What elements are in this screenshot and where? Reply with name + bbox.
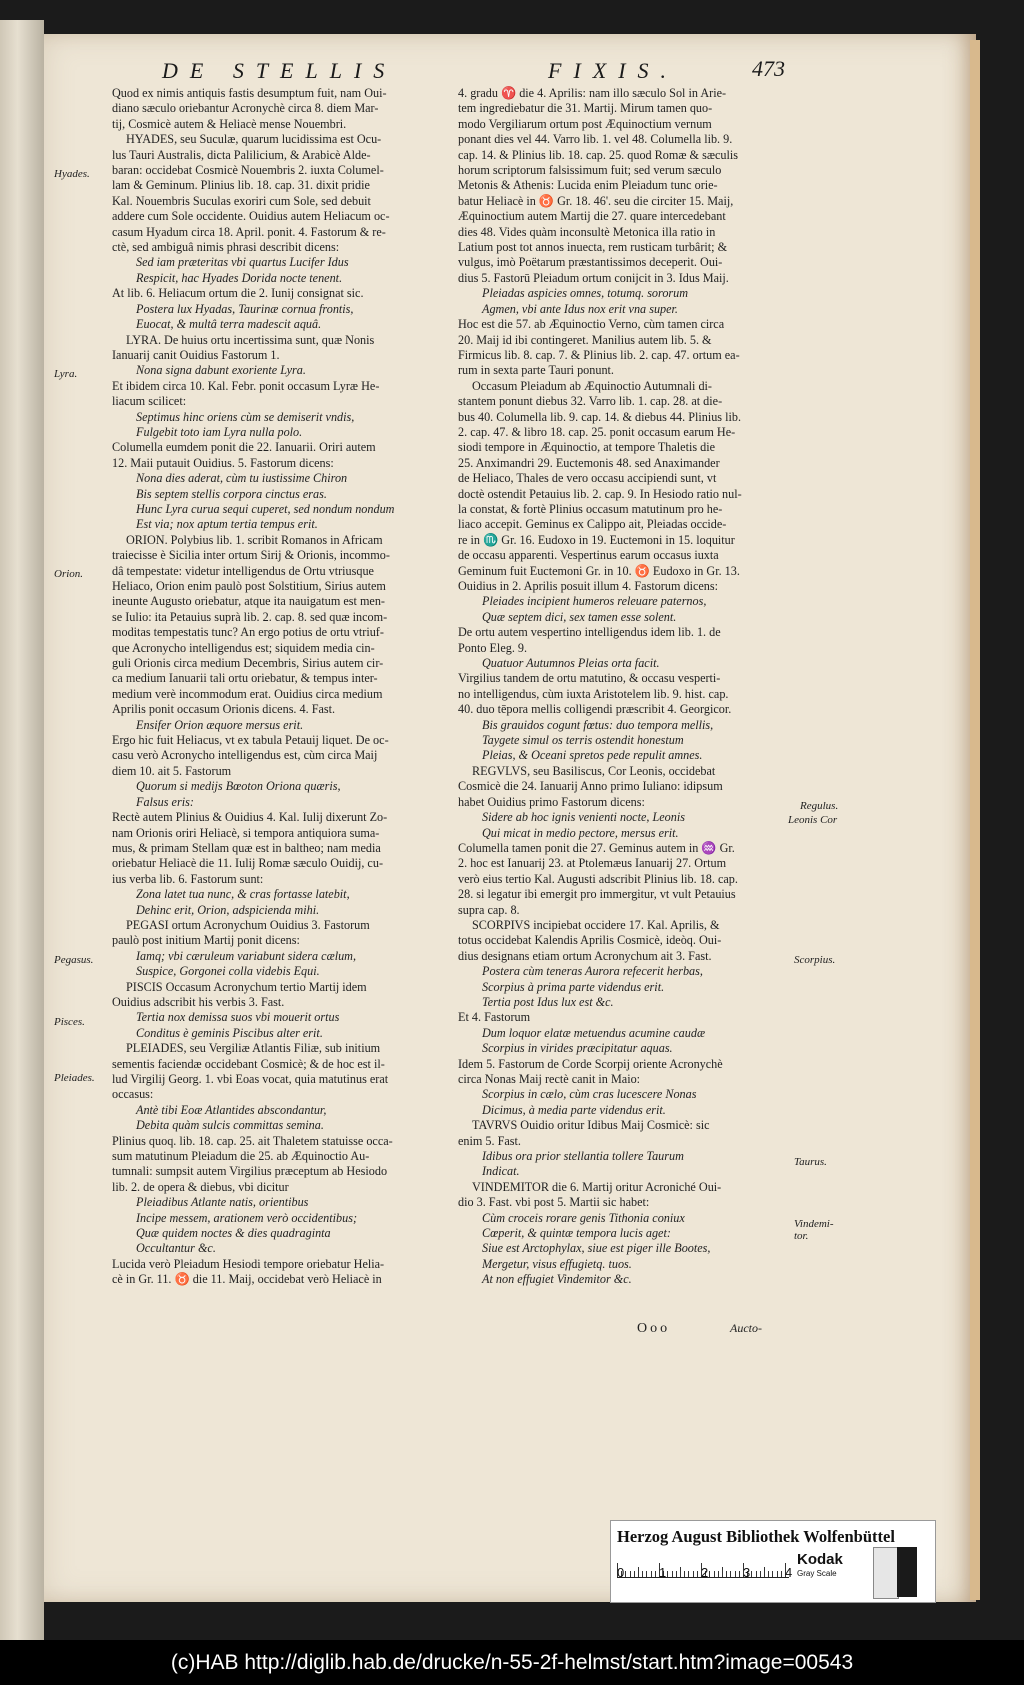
text-line: PLEIADES, seu Vergiliæ Atlantis Filiæ, sub initium — [126, 1041, 381, 1056]
ruler-tick — [709, 1571, 710, 1577]
text-line: Geminum fuit Euctemoni Gr. in 10. ♉ Eudoxo in Gr. 13. — [458, 563, 740, 578]
text-line: Postera cùm teneras Aurora refecerit herbas, — [482, 964, 703, 979]
running-head-right: FIXIS. — [548, 58, 679, 83]
text-line: stantem ponunt diebus 32. Varro lib. 1. cap. 28. at die- — [458, 394, 723, 409]
text-line: Scorpius in virides præcipitatur aquas. — [482, 1041, 673, 1056]
text-line: casum Hyadum circa 18. April. ponit. 4. Fastorum & re- — [112, 224, 386, 239]
text-line: 28. si legatur ibi emergit pro immergitur, vt vult Petauius — [458, 887, 736, 902]
text-line: Pleiadibus Atlante natis, orientibus — [136, 1195, 309, 1210]
ruler-tick — [630, 1571, 631, 1577]
text-line: Virgilius tandem de ortu matutino, & occasu vesperti- — [458, 671, 721, 686]
margin-note-taurus: Taurus. — [794, 1156, 827, 1168]
text-line: Agmen, vbi ante Idus nox erit vna super. — [482, 301, 678, 316]
text-line: Dum loquor elatæ metuendus acumine caudæ — [482, 1025, 706, 1040]
text-line: Respicit, hac Hyades Dorida nocte tenent. — [136, 270, 343, 285]
text-line: habet Ouidius primo Fastorum dicens: — [458, 794, 645, 809]
text-line: Quæ septem dici, sex tamen esse solent. — [482, 609, 677, 624]
text-line: Fulgebit toto iam Lyra nulla polo. — [136, 424, 303, 439]
text-line: totus occidebat Kalendis Aprilis Cosmicè, ideòq. Oui- — [458, 933, 722, 948]
text-line: mus, & primam Stellam quæ est in baltheo; nam media — [112, 840, 381, 855]
text-line: PISCIS Occasum Acronychum tertio Martij idem — [126, 979, 367, 994]
text-line: Quod ex nimis antiquis fastis desumptum fuit, nam Oui- — [112, 86, 387, 100]
text-line: dio 3. Fast. vbi post 5. Martii sic habet: — [458, 1195, 650, 1210]
text-line: Siue est Arctophylax, siue est piger ille Bootes, — [482, 1241, 711, 1256]
ruler-tick — [756, 1571, 757, 1577]
text-line: Sidere ab hoc ignis venienti nocte, Leonis — [482, 810, 685, 825]
text-line: Heliaco, Orion enim paulò post Solstitium, Sirius autem — [112, 579, 386, 593]
ruler-tick — [646, 1571, 647, 1577]
ruler-tick — [768, 1571, 769, 1577]
text-line: Sed iam præteritas vbi quartus Lucifer Idus — [136, 255, 349, 270]
ruler-tick — [676, 1571, 677, 1577]
text-line: Occultantur &c. — [136, 1241, 216, 1256]
text-line: Postera lux Hyadas, Taurinæ cornua frontis, — [136, 301, 354, 316]
ruler-tick — [714, 1571, 715, 1577]
ruler-tick — [667, 1571, 668, 1577]
text-line: Aprilis ponit occasum Orionis dicens. 4. Fast. — [112, 702, 336, 717]
text-line: Bis grauidos cogunt fœtus: duo tempora mellis, — [482, 717, 714, 732]
gray-scale-label: Gray Scale — [797, 1569, 837, 1578]
ruler-tick — [730, 1571, 731, 1577]
text-line: lib. 2. de opera & diebus, vbi dicitur — [112, 1179, 289, 1194]
text-line: 4. gradu ♈ die 4. Aprilis: nam illo sæculo Sol in Arie- — [458, 86, 727, 100]
text-line: dius designans etiam ortum Acronychum ait 3. Fast. — [458, 948, 712, 963]
text-line: diano sæculo oriebantur Acronychè circa 8. diem Mar- — [112, 101, 379, 116]
text-line: Ianuarij canit Ouidius Fastorum 1. — [112, 347, 280, 362]
text-line: Dehinc erit, Orion, adspicienda mihi. — [136, 902, 320, 917]
ruler-number: 3 — [743, 1565, 751, 1580]
text-line: At lib. 6. Heliacum ortum die 2. Iunij consignat sic. — [112, 286, 364, 301]
text-line: Iamq; vbi cæruleum variabunt sidera cælum, — [136, 948, 357, 963]
text-line: ca medium Ianuarii tali ortu oriebatur, & tempus inter- — [112, 671, 378, 686]
ruler-tick — [751, 1571, 752, 1577]
signature-mark: Ooo — [637, 1321, 671, 1336]
text-line: nam Orionis oriri Heliacè, si tempora antiquiora suma- — [112, 825, 380, 840]
text-line: LYRA. De huius ortu incertissima sunt, quæ Nonis — [126, 332, 375, 347]
ruler-tick — [672, 1571, 673, 1577]
right-text-column — [458, 86, 788, 1288]
text-line: tumnali: sumpsit autem Virgilius præceptum ab Hesiodo — [112, 1164, 388, 1179]
text-line: Columella tamen ponit die 27. Geminus autem in ♒ Gr. — [458, 840, 735, 855]
text-line: Quorum si medijs Bœoton Oriona quæris, — [136, 779, 341, 794]
text-line: Æquinoctium autem Martij die 27. quare intercedebant — [458, 209, 726, 224]
text-line: sementis faciendæ occidebant Cosmicè; & de hoc est il- — [112, 1056, 385, 1071]
text-line: lam & Geminum. Plinius lib. 18. cap. 31. dixit pridie — [112, 178, 370, 193]
text-line: Suspice, Gorgonei colla videbis Equi. — [136, 964, 320, 979]
text-line: Zona latet tua nunc, & cras fortasse latebit, — [136, 887, 350, 902]
text-line: Scorpius in cælo, cùm cras lucescere Nonas — [482, 1087, 697, 1102]
text-line: verò eius tertio Kal. Augusti adscribit Plinius lib. 18. cap. — [458, 871, 738, 886]
text-line: guli Orionis circa medium Decembris, Sirius autem cir- — [112, 656, 384, 671]
gray-patch-light — [873, 1547, 899, 1599]
footer-credit: (c)HAB http://diglib.hab.de/drucke/n-55-2f-helmst/start.htm?image=00543 — [0, 1640, 1024, 1685]
text-line: ctè, sed ambiguâ nimis phrasi describit dicens: — [112, 240, 340, 255]
text-line: Incipe messem, arationem verò occidentibus; — [136, 1210, 358, 1225]
text-line: de Heliaco, Thales de vero occasu accipiendi sunt, vt — [458, 471, 717, 486]
text-line: HYADES, seu Suculæ, quarum lucidissima est Ocu- — [126, 132, 382, 147]
text-line: horum scriptorum falsissimum fuit; sed verum sæculo — [458, 163, 722, 178]
text-line: VINDEMITOR die 6. Martij oritur Acroniché Oui- — [472, 1179, 722, 1194]
text-line: Rectè autem Plinius & Ouidius 4. Kal. Iulij dixerunt Zo- — [112, 810, 388, 825]
text-line: Metonis & Athenis: Lucida enim Pleiadum tunc orie- — [458, 178, 718, 193]
text-line: siodi tempore in Æquinoctio, at tempore Thaletis die — [458, 440, 716, 455]
text-line: Indicat. — [482, 1164, 520, 1179]
text-line: Conditus è geminis Piscibus alter erit. — [136, 1025, 323, 1040]
margin-note-hyades: Hyades. — [54, 168, 90, 180]
text-line: Antè tibi Eoæ Atlantides abscondantur, — [136, 1102, 327, 1117]
ruler-tick — [726, 1571, 727, 1577]
ruler-tick — [777, 1571, 778, 1577]
ruler-number: 1 — [659, 1565, 667, 1580]
text-line: moditas tempestatis tunc? An ergo potius de ortu vtriuf- — [112, 625, 384, 640]
text-line: REGVLVS, seu Basiliscus, Cor Leonis, occidebat — [472, 763, 716, 778]
margin-note-orion: Orion. — [54, 568, 84, 580]
ruler-tick — [642, 1571, 643, 1577]
ruler-tick — [781, 1571, 782, 1577]
text-line: Quatuor Autumnos Pleias orta facit. — [482, 656, 660, 671]
text-line: Cosmicè die 24. Ianuarij Anno primo Iuliano: idipsum — [458, 779, 723, 794]
text-line: Mergetur, visus effugietq. tuos. — [482, 1256, 632, 1271]
text-line: ineunte Augusto oriebatur, atque ita nauigatum est men- — [112, 594, 385, 609]
text-line: Scorpius à prima parte videndus erit. — [482, 979, 665, 994]
text-line: Pleiadas aspicies omnes, totumq. sororum — [482, 286, 689, 301]
text-line: ius verba lib. 6. Fastorum sunt: — [112, 871, 264, 886]
ruler-tick — [722, 1567, 723, 1577]
text-line: 12. Maii putauit Ouidius. 5. Fastorum dicens: — [112, 455, 334, 470]
margin-note-pleiades: Pleiades. — [54, 1072, 95, 1084]
text-line: Ponto Eleg. 9. — [458, 640, 528, 655]
text-line: Latium post tot annos inuecta, rem rusticam turbârit; & — [458, 240, 728, 255]
ruler-tick — [764, 1567, 765, 1577]
text-line: casu verò Acronycho intelligendus est, cùm circa Maij — [112, 748, 378, 763]
text-line: Pleias, & Oceani spretos pede repulit amnes. — [482, 748, 703, 763]
ruler-tick — [697, 1571, 698, 1577]
ruler-tick — [739, 1571, 740, 1577]
previous-page-edge — [0, 20, 44, 1640]
text-line: re in ♏ Gr. 16. Eudoxo in 19. Euctemoni in 15. loquitur — [458, 532, 735, 547]
text-line: 20. Maij id ibi contingeret. Manilius autem lib. 5. & — [458, 332, 712, 347]
text-line: Euocat, & multâ terra madescit aquâ. — [136, 317, 322, 332]
text-line: sum matutinum Pleiadum die 25. ab Æquinoctio Au- — [112, 1149, 370, 1164]
text-line: rum in sexta parte Tauri ponunt. — [458, 363, 614, 378]
text-line: dies 48. Vides quàm inconsultè Metonica illa ratio in — [458, 224, 716, 239]
ruler-tick — [772, 1571, 773, 1577]
text-line: ORION. Polybius lib. 1. scribit Romanos in Africam — [126, 532, 383, 547]
ruler-tick — [688, 1571, 689, 1577]
text-line: Columella eumdem ponit die 22. Ianuarii. Oriri autem — [112, 440, 376, 455]
text-line: cap. 14. & Plinius lib. 18. cap. 25. quod Romæ & sæculis — [458, 147, 738, 162]
text-line: enim 5. Fast. — [458, 1133, 521, 1148]
text-line: medium verè incommodum erat. Ouidius circa medium — [112, 686, 383, 701]
margin-note-scorpius: Scorpius. — [794, 954, 836, 966]
text-line: dius 5. Fastorū Pleiadum ortum conijcit in 3. Idus Maij. — [458, 270, 729, 285]
margin-note-lyra: Lyra. — [54, 368, 78, 380]
text-line: la constat, & fortè Plinius occasum matutinum pro he- — [458, 501, 723, 516]
running-head-left: DE STELLIS — [162, 58, 397, 83]
text-line: que Acronycho intelligendus est; siquidem media cin- — [112, 640, 375, 655]
text-line: Ouidius in 2. Aprilis posuit illum 4. Fastorum dicens: — [458, 579, 719, 593]
ruler-tick — [651, 1571, 652, 1577]
ruler-tick — [680, 1567, 681, 1577]
text-line: ponant dies vel 44. Varro lib. 1. vel 48. Columella lib. 9. — [458, 132, 733, 147]
catchword: Aucto- — [730, 1321, 762, 1335]
text-line: 2. hoc est Ianuarij 23. at Ptolemæus Ianuarij 27. Ortum — [458, 856, 727, 871]
ruler-tick — [718, 1571, 719, 1577]
text-line: Hunc Lyra curua sequi cuperet, sed nondum nondum — [136, 501, 395, 516]
text-line: Qui micat in medio pectore, mersus erit. — [482, 825, 679, 840]
text-line: circa Nonas Maij rectè canit in Maio: — [458, 1072, 641, 1086]
text-line: Idibus ora prior stellantia tollere Taurum — [482, 1149, 684, 1164]
text-line: vulgus, imò Poëtarum præstantissimos deceperit. Oui- — [458, 255, 723, 270]
text-line: PEGASI ortum Acronychum Ouidius 3. Fastorum — [126, 917, 370, 932]
text-line: SCORPIVS incipiebat occidere 17. Kal. Aprilis, & — [472, 917, 720, 932]
text-line: Idem 5. Fastorum de Corde Scorpij oriente Acronychè — [458, 1056, 723, 1071]
gray-patch-dark — [897, 1547, 917, 1597]
text-line: Lucida verò Pleiadum Hesiodi tempore oriebatur Helia- — [112, 1256, 385, 1271]
ruler-tick — [760, 1571, 761, 1577]
text-line: occasus: — [112, 1087, 154, 1102]
text-line: Et 4. Fastorum — [458, 1010, 531, 1025]
ruler-tick — [684, 1571, 685, 1577]
text-line: traiecisse è Sicilia inter ortum Sirij & Orionis, incommo- — [112, 548, 390, 563]
text-line: paulò post initium Martij ponit dicens: — [112, 933, 300, 948]
ruler-tick — [638, 1567, 639, 1577]
text-line: Ensifer Orion æquore mersus erit. — [136, 717, 304, 732]
text-line: Falsus eris: — [136, 794, 194, 809]
text-line: addere cum Sole occidente. Ouidius autem Heliacum oc- — [112, 209, 390, 224]
text-line: Nona dies aderat, cùm tu iustissime Chiron — [136, 471, 348, 486]
text-line: supra cap. 8. — [458, 902, 520, 917]
text-line: cè in Gr. 11. ♉ die 11. Maij, occidebat verò Heliacè in — [112, 1272, 382, 1287]
text-line: Dicimus, à media parte videndus erit. — [482, 1102, 666, 1117]
text-line: Plinius quoq. lib. 18. cap. 25. ait Thaletem statuisse occa- — [112, 1133, 393, 1148]
text-line: At non effugiet Vindemitor &c. — [482, 1272, 632, 1287]
text-line: 2. cap. 47. & libro 18. cap. 25. ponit occasum earum He- — [458, 424, 736, 439]
text-line: Cùm croceis rorare genis Tithonia coniux — [482, 1210, 685, 1225]
text-line: Occasum Pleiadum ab Æquinoctio Autumnali di- — [472, 378, 712, 393]
text-line: se Iulio: ita Petauius suprà lib. 2. cap. 8. sed quæ incom- — [112, 609, 388, 624]
text-line: Bis septem stellis corpora cinctus eras. — [136, 486, 327, 501]
ruler-tick — [735, 1571, 736, 1577]
text-line: Est via; nox aptum tertia tempus erit. — [136, 517, 318, 532]
text-line: batur Heliacè in ♉ Gr. 18. 46'. seu die circiter 15. Maij, — [458, 193, 734, 208]
text-line: Hoc est die 57. ab Æquinoctio Verno, cùm tamen circa — [458, 317, 725, 332]
ruler-tick — [693, 1571, 694, 1577]
text-line: Cœperit, & quintæ tempora lucis aget: — [482, 1226, 671, 1241]
text-line: lus Tauri Australis, dicta Palilicium, & Arabicè Alde- — [112, 147, 371, 162]
margin-note-vindemitor: Vindemi-tor. — [794, 1218, 834, 1242]
text-line: 40. duo tēpora mellis colligendi præscribit 4. Georgicor. — [458, 702, 732, 717]
ruler-tick — [634, 1571, 635, 1577]
text-line: lud Virgilij Georg. 1. vbi Eoas vocat, quia matutinus erat — [112, 1072, 389, 1086]
text-line: De ortu autem vespertino intelligendus idem lib. 1. de — [458, 625, 721, 640]
text-line: Ergo hic fuit Heliacus, vt ex tabula Petauij liquet. De oc- — [112, 733, 389, 748]
color-target-card — [610, 1520, 936, 1603]
text-line: oriebatur Heliacè die 11. Iulij Romæ sæculo Ouidij, cu- — [112, 856, 383, 871]
text-line: no intelligendus, cùm iuxta Aristotelem lib. 9. hist. cap. — [458, 686, 729, 701]
page-number: 473 — [752, 56, 785, 81]
text-line: Nona signa dabunt exoriente Lyra. — [136, 363, 306, 378]
ruler-number: 0 — [617, 1565, 625, 1580]
ruler-number: 2 — [701, 1565, 709, 1580]
text-line: tem ingrediebatur die 31. Martij. Mirum tamen quo- — [458, 101, 713, 116]
left-text-column — [112, 86, 452, 1288]
margin-note-pisces: Pisces. — [54, 1016, 85, 1028]
text-line: TAVRVS Ouidio oritur Idibus Maij Cosmicè: sic — [472, 1118, 710, 1133]
text-line: Firmicus lib. 8. cap. 7. & Plinius lib. 2. cap. 47. ortum ea- — [458, 347, 740, 362]
page-fore-edge — [970, 40, 980, 1600]
text-line: Pleiades incipient humeros releuare paternos, — [482, 594, 707, 609]
color-target-title: Herzog August Bibliothek Wolfenbüttel — [617, 1527, 895, 1546]
ruler-number: 4 — [785, 1565, 793, 1580]
text-line: dâ tempestate: videtur intelligendus de Ortu vtriusque — [112, 563, 374, 578]
text-line: Ouidius adscribit his verbis 3. Fast. — [112, 994, 285, 1009]
text-line: Tertia nox demissa suos vbi mouerit ortus — [136, 1010, 340, 1025]
text-line: Kal. Nouembris Suculas exoriri cum Sole, sed debuit — [112, 193, 371, 208]
text-line: Quæ quidem noctes & dies quadraginta — [136, 1226, 331, 1241]
ruler-tick — [655, 1571, 656, 1577]
text-line: bus 40. Columella lib. 9. cap. 14. & diebus 44. Plinius lib. — [458, 409, 742, 424]
margin-note-leonis-cor: Leonis Cor — [788, 814, 838, 826]
kodak-logo: Kodak — [797, 1551, 843, 1568]
text-line: baran: occidebat Cosmicè Nouembris 2. iuxta Columel- — [112, 163, 384, 178]
text-line: Septimus hinc oriens cùm se demiserit vndis, — [136, 409, 355, 424]
text-line: Et ibidem circa 10. Kal. Febr. ponit occasum Lyræ He- — [112, 378, 380, 393]
text-line: liacum scilicet: — [112, 394, 187, 409]
text-line: tij, Cosmicè autem & Heliacè mense Nouembri. — [112, 116, 347, 131]
text-line: Tertia post Idus lux est &c. — [482, 994, 614, 1009]
ruler-tick — [625, 1571, 626, 1577]
text-line: modo Vergiliarum ortum post Æquinoctium vernum — [458, 116, 712, 131]
text-line: Taygete simul os terris ostendit honestum — [482, 733, 684, 748]
text-line: diem 10. ait 5. Fastorum — [112, 763, 232, 778]
margin-note-pegasus: Pegasus. — [54, 954, 94, 966]
margin-note-regulus: Regulus. — [800, 800, 839, 812]
text-line: doctè ostendit Petauius lib. 2. cap. 9. In Hesiodo ratio nul- — [458, 486, 742, 501]
text-line: de occasu apparenti. Vespertinus earum occasus iuxta — [458, 548, 719, 563]
text-line: liaco accepit. Geminus ex Calippo ait, Pleiadas occide- — [458, 517, 727, 532]
text-line: 25. Anximandri 29. Euctemonis 48. sed Anaximander — [458, 455, 720, 470]
text-line: Debita quàm sulcis committas semina. — [136, 1118, 324, 1133]
